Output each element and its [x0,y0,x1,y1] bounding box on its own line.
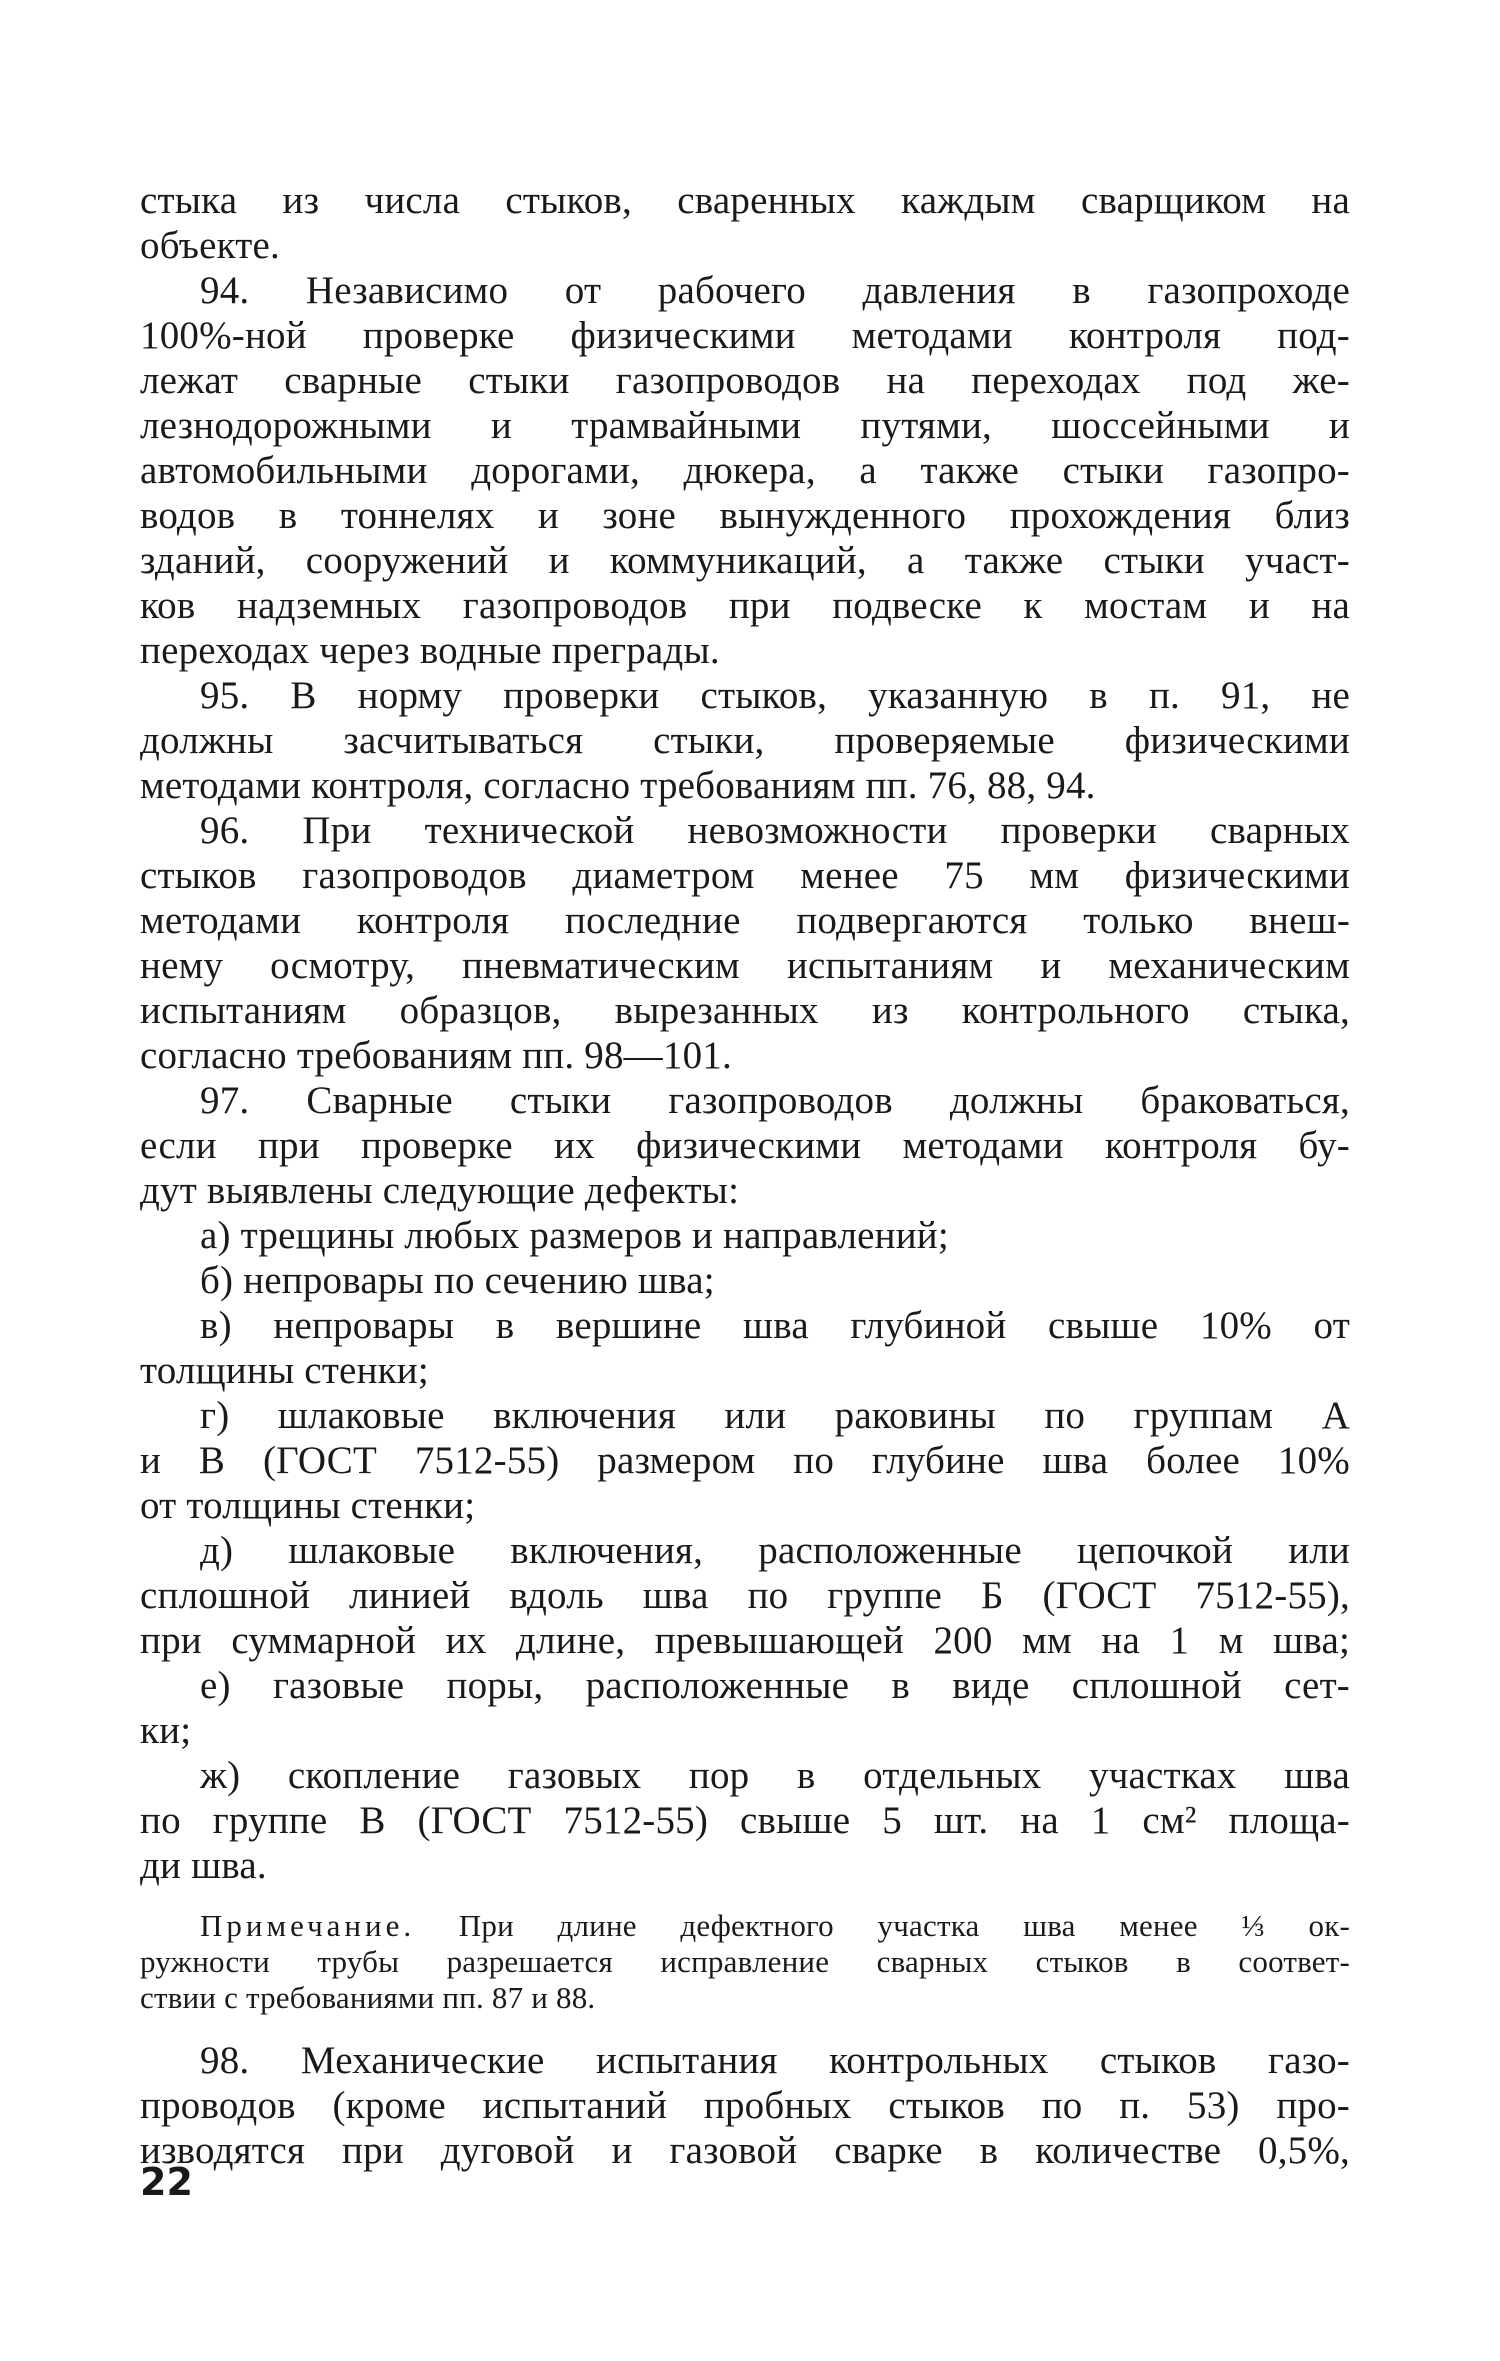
list-item: в) непровары в вершине шва глубиной свыше 10% от [200,1304,1350,1347]
text-line: стыков газопроводов диаметром менее 75 мм физическими [140,854,1350,897]
text-line: лезнодорожными и трамвайными путями, шоссейными и [140,404,1350,447]
text-line: автомобильными дорогами, дюкера, а также стыки газопро- [140,449,1350,492]
text-line: толщины стенки; [140,1349,429,1392]
text-line: методами контроля последние подвергаются только внеш- [140,899,1350,942]
text-line: при суммарной их длине, превышающей 200 мм на 1 м шва; [140,1619,1350,1662]
document-page [140,178,1350,2173]
text-line: лежат сварные стыки газопроводов на переходах под же- [140,359,1350,402]
text-line: ков надземных газопроводов при подвеске к мостам и на [140,584,1350,627]
note-label: Примечание. [200,1908,416,1943]
note-text: При длине дефектного участка шва менее ⅓ ок- [458,1908,1350,1943]
text-line: ди шва. [140,1844,267,1887]
text-line: зданий, сооружений и коммуникаций, а также стыки участ- [140,539,1350,582]
text-line: от толщины стенки; [140,1484,476,1527]
text-line: согласно требованиям пп. 98—101. [140,1034,732,1077]
note-block [140,1908,1350,2016]
text-line: ки; [140,1709,192,1752]
text-line: испытаниям образцов, вырезанных из контрольного стыка, [140,989,1350,1032]
note-line [140,1908,1350,1944]
text-line: 100%-ной проверке физическими методами контроля под- [140,314,1350,357]
text-line: переходах через водные преграды. [140,629,720,672]
text-line: 95. В норму проверки стыков, указанную в п. 91, не [200,674,1350,717]
text-line: 96. При технической невозможности проверки сварных [200,809,1350,852]
page-number: 22 [140,2160,193,2204]
text-line: дут выявлены следующие дефекты: [140,1169,740,1212]
list-item: ж) скопление газовых пор в отдельных участках шва [200,1754,1350,1797]
text-line: 98. Механические испытания контрольных стыков газо- [200,2039,1350,2082]
text-line: стыка из числа стыков, сваренных каждым сварщиком на [140,179,1350,222]
text-line: 94. Независимо от рабочего давления в газопроходе [200,269,1350,312]
list-item: г) шлаковые включения или раковины по группам А [200,1394,1350,1437]
text-line: по группе В (ГОСТ 7512-55) свыше 5 шт. на 1 см² площа- [140,1799,1350,1842]
item-98 [140,2038,1350,2173]
note-line: ружности трубы разрешается исправление сварных стыков в соответ- [140,1944,1350,1979]
text-line: объекте. [140,224,280,267]
note-line: ствии с требованиями пп. 87 и 88. [140,1980,596,2015]
text-line: водов в тоннелях и зоне вынужденного прохождения близ [140,494,1350,537]
list-item: д) шлаковые включения, расположенные цепочкой или [200,1529,1350,1572]
text-line: проводов (кроме испытаний пробных стыков по п. 53) про- [140,2084,1350,2127]
text-line: методами контроля, согласно требованиям пп. 76, 88, 94. [140,764,1096,807]
text-line: 97. Сварные стыки газопроводов должны браковаться, [200,1079,1350,1122]
list-item: б) непровары по сечению шва; [200,1259,715,1302]
text-line: изводятся при дуговой и газовой сварке в количестве 0,5%, [140,2129,1350,2172]
list-item: е) газовые поры, расположенные в виде сплошной сет- [200,1664,1350,1707]
text-line: должны засчитываться стыки, проверяемые физическими [140,719,1350,762]
list-item: а) трещины любых размеров и направлений; [200,1214,949,1257]
text-line: и В (ГОСТ 7512-55) размером по глубине шва более 10% [140,1439,1350,1482]
text-line: если при проверке их физическими методами контроля бу- [140,1124,1350,1167]
text-line: нему осмотру, пневматическим испытаниям и механическим [140,944,1350,987]
text-line: сплошной линией вдоль шва по группе Б (ГОСТ 7512-55), [140,1574,1350,1617]
